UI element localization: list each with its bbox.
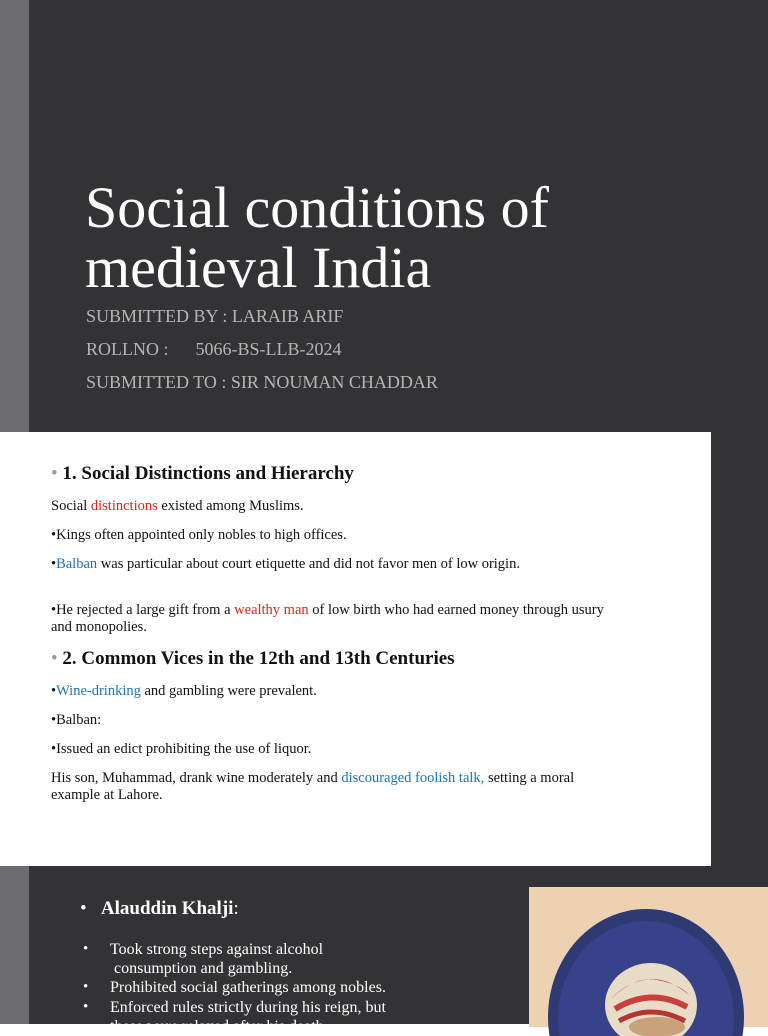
paragraph-distinctions — [51, 498, 621, 515]
content-slide-alauddin-khalji — [0, 866, 768, 1035]
paragraph-balban-etiquette — [51, 556, 621, 573]
roll-number-label: ROLLNO : — [86, 339, 169, 359]
text: His son, Muhammad, drank wine moderately and — [51, 770, 342, 786]
alauddin-item-2: Prohibited social gatherings among nobles. — [110, 979, 386, 996]
text: existed among Muslims. — [157, 498, 304, 514]
section-heading-2 — [51, 648, 455, 670]
heading-2-text: 2. Common Vices in the 12th and 13th Centuries — [62, 648, 455, 669]
submitted-to: SUBMITTED TO : SIR NOUMAN CHADDAR — [86, 372, 438, 392]
bullet-marker: • — [83, 999, 89, 1015]
bullet-marker: • — [80, 898, 87, 919]
paragraph-balban: •Balban: — [51, 712, 102, 728]
slide-title — [85, 175, 745, 300]
text: • — [51, 683, 57, 699]
alauddin-item-3: Enforced rules strictly during his reign, but — [110, 999, 386, 1016]
highlight-foolish-talk: discouraged foolish talk, — [341, 770, 485, 786]
text: • — [51, 556, 57, 572]
paragraph-edict: •Issued an edict prohibiting the use of liquor. — [51, 741, 312, 757]
slide-right-bar — [711, 432, 768, 866]
roll-number-value: 5066-BS-LLB-2024 — [195, 339, 342, 359]
heading-colon: : — [233, 898, 239, 919]
paragraph-muhammad — [51, 770, 621, 804]
slide-side-bar — [0, 0, 29, 432]
portrait-illustration — [529, 887, 768, 1027]
bullet-marker: • — [83, 979, 89, 995]
heading-1-text: 1. Social Distinctions and Hierarchy — [62, 463, 354, 484]
alauddin-name: Alauddin Khalji — [100, 898, 234, 919]
highlight-wealthy-man: wealthy man — [234, 602, 309, 618]
alauddin-item-1: Took strong steps against alcohol — [110, 941, 324, 958]
text: Social — [51, 498, 91, 514]
bullet-marker: • — [51, 463, 58, 484]
alauddin-item-3-cont: these were relaxed after his death. — [110, 1018, 328, 1035]
title-line-1: Social conditions of — [85, 175, 549, 240]
submitted-by: SUBMITTED BY : LARAIB ARIF — [86, 306, 344, 326]
content-slide-social-distinctions — [0, 432, 768, 866]
title-line-2: medieval India — [85, 235, 432, 300]
text: •He rejected a large gift from a — [51, 602, 235, 618]
text: and gambling were prevalent. — [140, 683, 317, 699]
bullet-marker: • — [83, 941, 89, 957]
alauddin-portrait-image — [529, 887, 768, 1027]
slide-side-bar — [0, 866, 29, 1024]
text: was particular about court etiquette and did not favor men of low origin. — [97, 556, 520, 572]
paragraph-wealthy-man — [51, 602, 621, 636]
highlight-wine-drinking: Wine-drinking — [56, 683, 141, 699]
alauddin-item-1-cont: consumption and gambling. — [110, 960, 293, 977]
bullet-marker: • — [51, 648, 58, 669]
section-heading-1 — [51, 463, 354, 485]
highlight-distinctions: distinctions — [90, 498, 158, 514]
highlight-balban: Balban — [56, 556, 98, 572]
roll-number — [86, 338, 342, 360]
paragraph-kings: •Kings often appointed only nobles to high offices. — [51, 527, 347, 543]
text: of low birth who had earned money through usury and monopolies. — [51, 602, 604, 635]
title-slide — [0, 0, 768, 432]
text: setting a moral example at Lahore. — [51, 770, 575, 803]
alauddin-heading — [80, 898, 239, 920]
paragraph-wine-drinking — [51, 683, 621, 700]
